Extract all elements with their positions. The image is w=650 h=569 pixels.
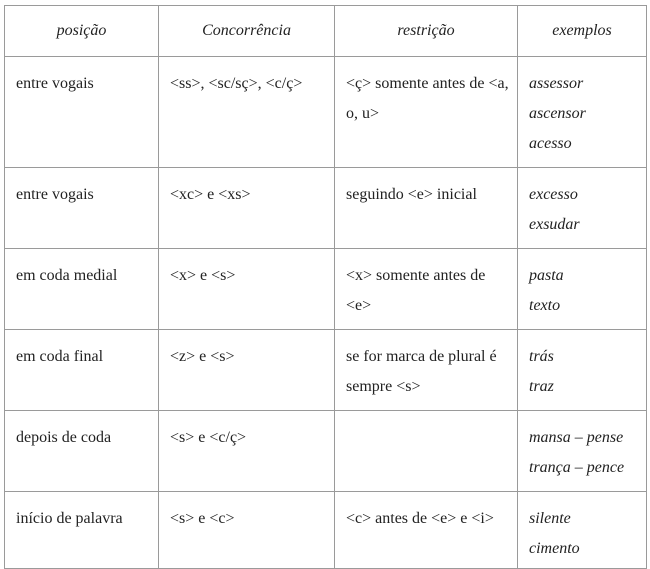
cell-restricao [335,411,518,492]
table-row [5,330,647,411]
cell-concorrencia: <x> e <s> [159,249,335,330]
cell-exemplos [518,168,647,249]
cell-exemplos [518,411,647,492]
cell-posicao: depois de coda [5,411,159,492]
table-row [5,411,647,492]
orthography-table [4,5,647,569]
example-word: trança – pence [529,459,625,476]
cell-concorrencia: <xc> e <xs> [159,168,335,249]
cell-exemplos [518,330,647,411]
cell-posicao: início de palavra [5,492,159,569]
example-word: assessor [529,75,584,92]
header-posicao: posição [5,6,159,57]
cell-posicao: em coda medial [5,249,159,330]
cell-restricao: se for marca de plural é sempre <s> [335,330,518,411]
header-exemplos: exemplos [518,6,647,57]
example-word: pasta [529,267,564,284]
table-row [5,57,647,168]
example-word: mansa – pense [529,429,624,446]
example-word: traz [529,378,554,395]
example-word: excesso [529,186,578,203]
cell-posicao: entre vogais [5,168,159,249]
cell-restricao: <ç> somente antes de <a, o, u> [335,57,518,168]
cell-exemplos [518,249,647,330]
example-word: texto [529,297,561,314]
table-row [5,492,647,569]
example-word: cimento [529,540,580,557]
header-restricao: restrição [335,6,518,57]
header-row [5,6,647,57]
cell-restricao: seguindo <e> inicial [335,168,518,249]
cell-concorrencia: <s> e <c/ç> [159,411,335,492]
cell-posicao: em coda final [5,330,159,411]
cell-posicao: entre vogais [5,57,159,168]
cell-exemplos [518,57,647,168]
table-row [5,249,647,330]
example-word: exsudar [529,216,580,233]
table-row [5,168,647,249]
example-word: acesso [529,135,572,152]
cell-exemplos [518,492,647,569]
cell-restricao: <c> antes de <e> e <i> [335,492,518,569]
cell-restricao: <x> somente antes de <e> [335,249,518,330]
cell-concorrencia: <z> e <s> [159,330,335,411]
example-word: silente [529,510,571,527]
example-word: ascensor [529,105,586,122]
cell-concorrencia: <ss>, <sc/sç>, <c/ç> [159,57,335,168]
example-word: trás [529,348,554,365]
header-concorrencia: Concorrência [159,6,335,57]
cell-concorrencia: <s> e <c> [159,492,335,569]
